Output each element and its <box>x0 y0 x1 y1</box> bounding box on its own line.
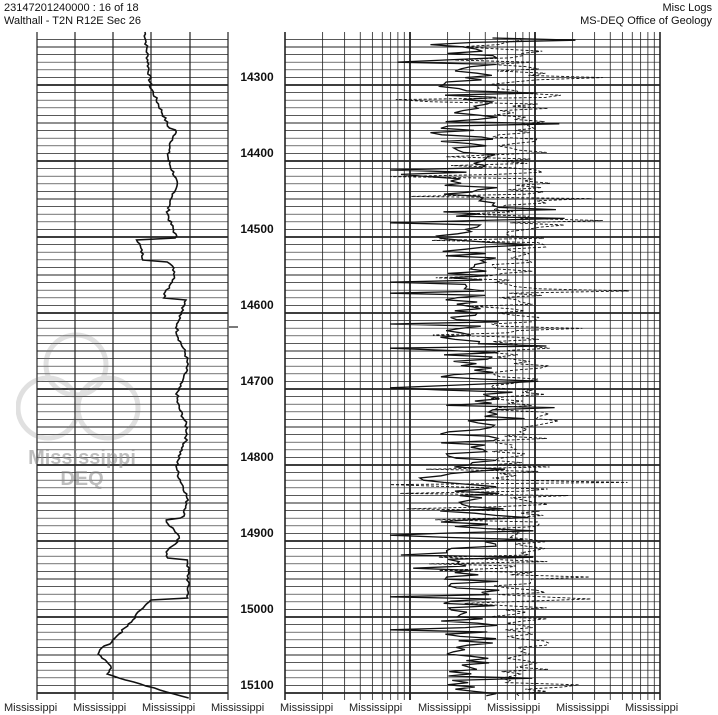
depth-label: 14400 <box>240 146 274 160</box>
depth-label: 14600 <box>240 298 274 312</box>
footer-label: Mississippi <box>625 702 679 714</box>
document-id: 23147201240000 : 16 of 18 <box>4 2 139 14</box>
log-curves <box>98 32 629 698</box>
depth-label: 14300 <box>240 70 274 84</box>
log-type: Misc Logs <box>662 2 712 14</box>
depth-label: 14500 <box>240 222 274 236</box>
footer-watermark-strip <box>0 701 718 715</box>
footer-label: Mississippi <box>418 702 472 714</box>
footer-label: Mississippi <box>280 702 334 714</box>
depth-label: 14800 <box>240 450 274 464</box>
watermark-line1: Mississippi <box>28 447 136 469</box>
footer-label: Mississippi <box>556 702 610 714</box>
footer-label: Mississippi <box>4 702 58 714</box>
watermark-text <box>18 448 146 490</box>
footer-label: Mississippi <box>487 702 541 714</box>
depth-labels <box>240 70 274 692</box>
depth-label: 14700 <box>240 374 274 388</box>
depth-label: 14900 <box>240 526 274 540</box>
depth-label: 15100 <box>240 678 274 692</box>
depth-label: 15000 <box>240 602 274 616</box>
footer-label: Mississippi <box>73 702 127 714</box>
footer-label: Mississippi <box>211 702 265 714</box>
footer-label: Mississippi <box>349 702 403 714</box>
footer-label: Mississippi <box>142 702 196 714</box>
well-location: Walthall - T2N R12E Sec 26 <box>4 15 141 27</box>
watermark-line2: DEQ <box>60 468 104 490</box>
agency-name: MS-DEQ Office of Geology <box>580 15 712 27</box>
